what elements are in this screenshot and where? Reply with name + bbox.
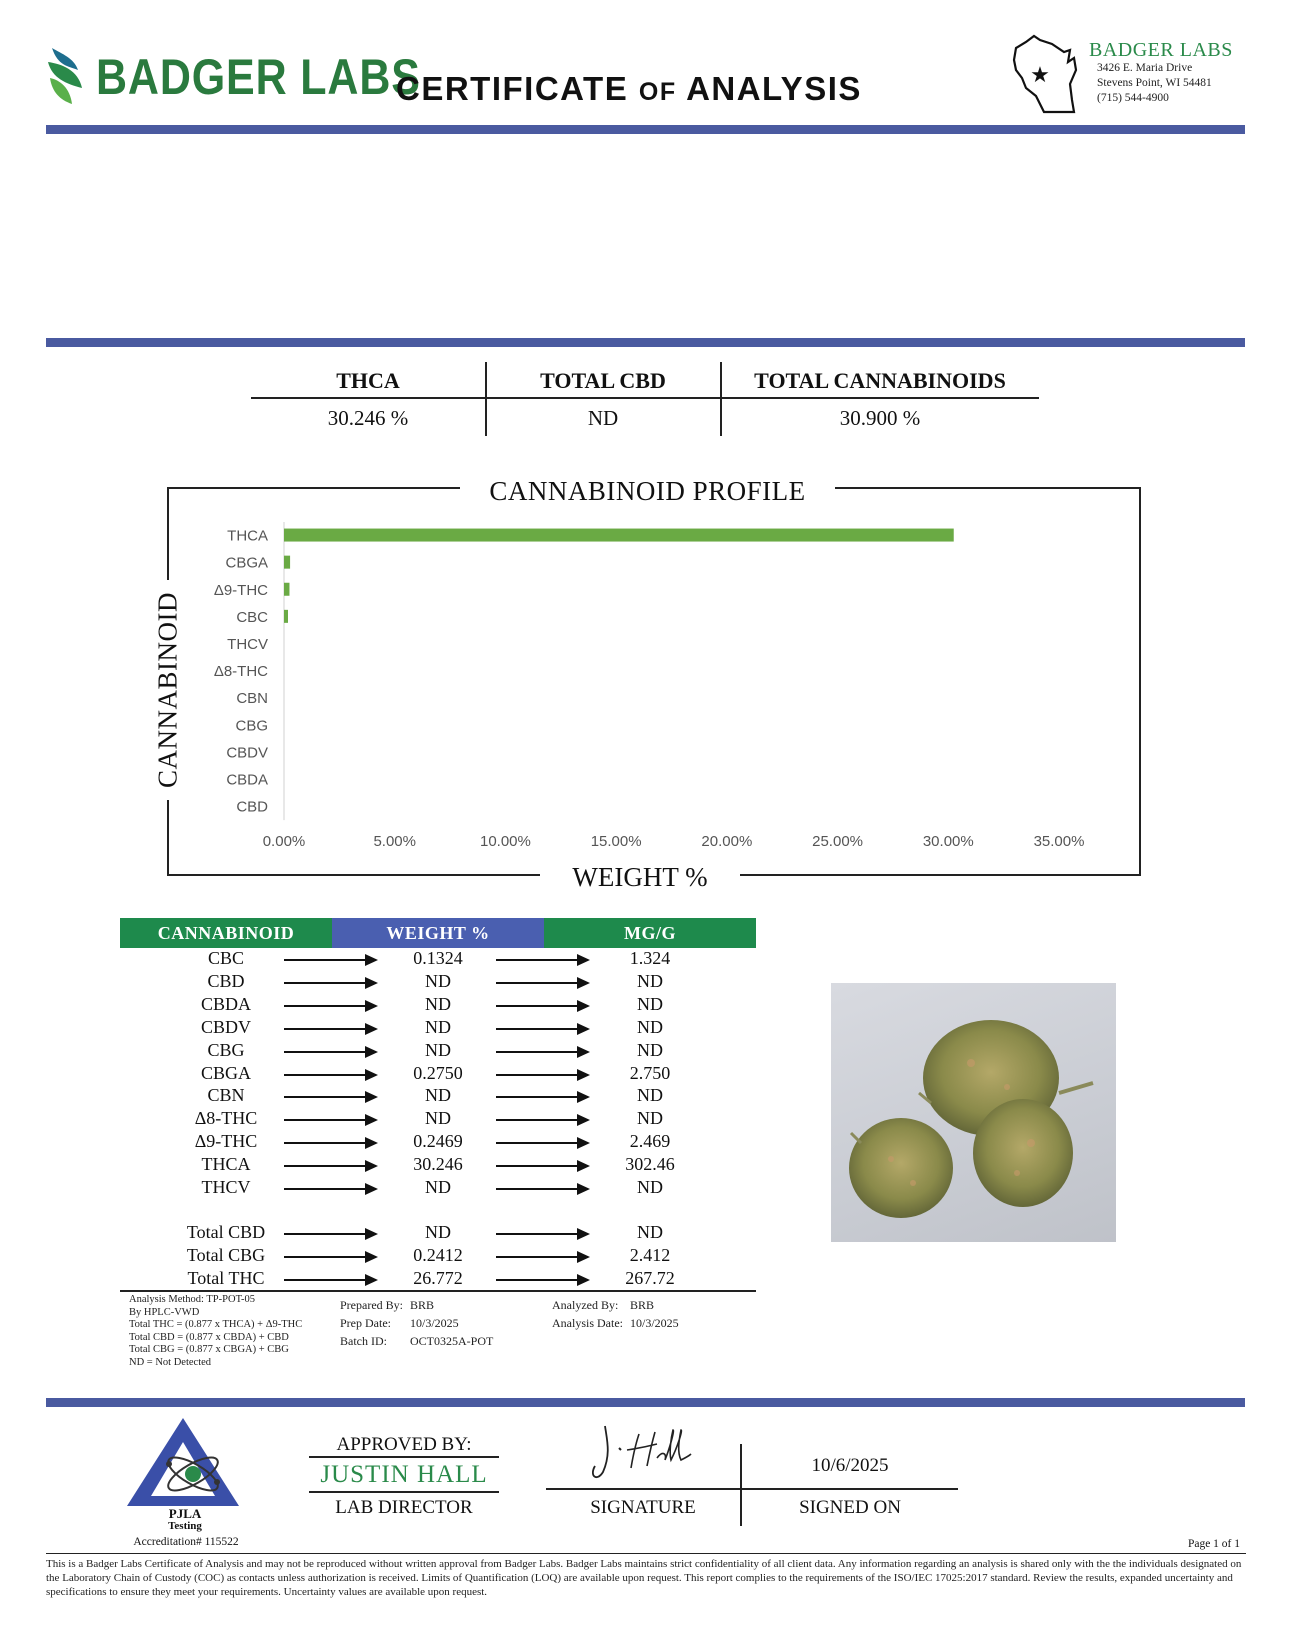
arrow-icon bbox=[284, 982, 376, 984]
arrow-icon bbox=[496, 1051, 588, 1053]
mg-per-g: 2.412 bbox=[629, 1244, 671, 1265]
x-tick-label: 10.00% bbox=[479, 833, 531, 850]
mg-per-g: ND bbox=[637, 993, 663, 1014]
mg-per-g: ND bbox=[637, 1016, 663, 1037]
pjla-accreditation-logo-icon bbox=[125, 1416, 241, 1508]
category-label: CBN bbox=[236, 690, 268, 708]
weight-percent: 26.772 bbox=[413, 1267, 463, 1288]
category-label: CBG bbox=[235, 717, 268, 735]
mg-per-g: ND bbox=[637, 1039, 663, 1060]
arrow-icon bbox=[496, 1256, 588, 1258]
signed-on-label: SIGNED ON bbox=[799, 1497, 901, 1518]
table-row bbox=[120, 1177, 756, 1200]
x-tick-label: 0.00% bbox=[262, 833, 306, 850]
batch-id-label: Batch ID: bbox=[340, 1334, 387, 1348]
cannabinoid-name: Total CBD bbox=[186, 1222, 266, 1242]
arrow-icon bbox=[496, 1028, 588, 1030]
weight-percent: ND bbox=[425, 1222, 451, 1242]
cannabinoid-name: Total CBG bbox=[186, 1244, 266, 1265]
arrow-icon bbox=[284, 1279, 376, 1281]
disclaimer-text: This is a Badger Labs Certificate of Analysis and may not be reproduced without written approval from Badger Labs. Badger Labs maintains strict confidentiality of all client data. Any information regarding an analysis is shared only with the the individuals designated on the Laboratory Chain of Custody (COC) as contacts unless authorization is received. Limits of Quantification (LOQ) are available upon request. This report complies to the requirements of the ISO/IEC 17025:2017 standard. Review the results, expanded uncertainty and specifications to ensure they meet your requirements. Uncertainty values are available upon request. bbox=[46, 1558, 1242, 1598]
analysis-notes bbox=[129, 1294, 302, 1369]
disclaimer-rule bbox=[46, 1553, 1246, 1554]
table-row bbox=[120, 1040, 756, 1063]
total-row bbox=[120, 1268, 756, 1291]
bar bbox=[284, 529, 954, 542]
arrow-icon bbox=[284, 1142, 376, 1144]
mg-per-g: ND bbox=[637, 1222, 663, 1242]
table-row bbox=[120, 1063, 756, 1086]
summary-total-cannabinoids-value: 30.900 % bbox=[839, 406, 921, 430]
logo-text: BADGER LABS bbox=[96, 49, 421, 105]
approved-by-rule bbox=[309, 1456, 499, 1458]
cannabinoid-name: CBGA bbox=[200, 1062, 251, 1083]
analysis-info bbox=[552, 1296, 679, 1332]
table-row bbox=[120, 971, 756, 994]
approver-name: JUSTIN HALL bbox=[320, 1461, 488, 1488]
prepared-by-label: Prepared By: bbox=[340, 1298, 403, 1312]
table-row bbox=[120, 1154, 756, 1177]
nd-legend: ND = Not Detected bbox=[129, 1356, 212, 1368]
director-signature bbox=[585, 1420, 715, 1490]
x-axis-label: WEIGHT % bbox=[572, 862, 708, 892]
pjla-label bbox=[120, 1507, 250, 1533]
summary-total-cbd-label: TOTAL CBD bbox=[540, 368, 666, 393]
mg-per-g: ND bbox=[637, 1177, 663, 1197]
mg-per-g: ND bbox=[637, 1108, 663, 1129]
category-label: THCV bbox=[227, 635, 268, 653]
analyzed-by-value: BRB bbox=[630, 1298, 655, 1312]
accreditation-number: Accreditation# 115522 bbox=[133, 1536, 239, 1548]
weight-percent: 0.2469 bbox=[413, 1131, 463, 1152]
page-number: Page 1 of 1 bbox=[1187, 1538, 1240, 1550]
batch-id-value: OCT0325A-POT bbox=[410, 1334, 494, 1348]
pjla-name: PJLA bbox=[168, 1506, 202, 1521]
signed-date: 10/6/2025 bbox=[811, 1455, 889, 1476]
results-header-cannabinoid: CANNABINOID bbox=[120, 918, 332, 948]
category-label: Δ8-THC bbox=[213, 663, 268, 681]
arrow-icon bbox=[496, 1119, 588, 1121]
category-label: THCA bbox=[227, 527, 268, 545]
cannabinoid-name: CBG bbox=[207, 1039, 245, 1060]
mg-per-g: 2.750 bbox=[629, 1062, 671, 1083]
weight-percent: ND bbox=[425, 1085, 451, 1106]
mg-per-g: 267.72 bbox=[625, 1267, 675, 1288]
cannabinoid-name: CBD bbox=[207, 970, 245, 991]
svg-text:★: ★ bbox=[1030, 63, 1050, 88]
cannabis-bud-image bbox=[831, 983, 1116, 1242]
arrow-icon bbox=[284, 959, 376, 961]
product-photo bbox=[831, 983, 1116, 1242]
table-row bbox=[120, 1085, 756, 1108]
mg-per-g: ND bbox=[637, 1085, 663, 1106]
results-bottom-rule bbox=[120, 1290, 756, 1292]
arrow-icon bbox=[284, 1051, 376, 1053]
results-header-weight: WEIGHT % bbox=[332, 918, 544, 948]
total-thc-formula: Total THC = (0.877 x THCA) + Δ9-THC bbox=[129, 1319, 303, 1330]
x-tick-label: 15.00% bbox=[590, 833, 642, 850]
arrow-icon bbox=[496, 1005, 588, 1007]
total-cbg-formula: Total CBG = (0.877 x CBGA) + CBG bbox=[129, 1344, 289, 1355]
weight-percent: ND bbox=[425, 993, 451, 1014]
weight-percent: 0.2412 bbox=[413, 1244, 463, 1265]
arrow-icon bbox=[496, 1233, 588, 1235]
analysis-instrument: By HPLC-VWD bbox=[129, 1306, 200, 1318]
category-label: CBDV bbox=[226, 744, 268, 762]
weight-percent: ND bbox=[425, 1177, 451, 1197]
address-city: Stevens Point, WI 54481 bbox=[1097, 77, 1212, 89]
arrow-icon bbox=[496, 982, 588, 984]
weight-percent: 0.1324 bbox=[413, 948, 463, 968]
weight-percent: ND bbox=[425, 1108, 451, 1129]
cannabinoid-name: Δ9-THC bbox=[194, 1131, 258, 1152]
cannabinoid-name: CBDA bbox=[200, 993, 251, 1014]
page-title: CERTIFICATE OF ANALYSIS bbox=[396, 70, 862, 107]
cannabinoid-name: CBN bbox=[207, 1085, 245, 1106]
summary-total-cannabinoids-label: TOTAL CANNABINOIDS bbox=[754, 368, 1006, 393]
cannabinoid-name: CBC bbox=[207, 948, 245, 968]
weight-percent: ND bbox=[425, 970, 451, 991]
arrow-icon bbox=[284, 1165, 376, 1167]
footer-divider bbox=[46, 1398, 1245, 1407]
bar bbox=[284, 583, 289, 596]
analysis-date-label: Analysis Date: bbox=[552, 1316, 623, 1330]
category-label: CBDA bbox=[226, 771, 268, 789]
approver-title: LAB DIRECTOR bbox=[335, 1497, 473, 1518]
arrow-icon bbox=[496, 1165, 588, 1167]
table-row bbox=[120, 1017, 756, 1040]
address-phone: (715) 544-4900 bbox=[1097, 92, 1169, 104]
arrow-icon bbox=[496, 959, 588, 961]
weight-percent: ND bbox=[425, 1039, 451, 1060]
prep-date-label: Prep Date: bbox=[340, 1316, 391, 1330]
table-row bbox=[120, 1108, 756, 1131]
mg-per-g: ND bbox=[637, 970, 663, 991]
results-header-mgg: MG/G bbox=[544, 918, 756, 948]
weight-percent: ND bbox=[425, 1016, 451, 1037]
arrow-icon bbox=[284, 1028, 376, 1030]
x-tick-label: 35.00% bbox=[1033, 833, 1085, 850]
arrow-icon bbox=[284, 1005, 376, 1007]
x-tick-label: 30.00% bbox=[922, 833, 974, 850]
arrow-icon bbox=[496, 1279, 588, 1281]
analysis-date-value: 10/3/2025 bbox=[630, 1316, 679, 1330]
total-row bbox=[120, 1245, 756, 1268]
total-cbd-formula: Total CBD = (0.877 x CBDA) + CBD bbox=[129, 1331, 289, 1343]
y-axis-label: CANNABINOID bbox=[152, 592, 183, 788]
signature-label: SIGNATURE bbox=[590, 1497, 696, 1518]
category-label: CBC bbox=[236, 608, 268, 626]
pjla-testing: Testing bbox=[168, 1520, 202, 1532]
category-label: CBD bbox=[236, 798, 268, 816]
prep-info bbox=[340, 1296, 493, 1350]
table-row bbox=[120, 1131, 756, 1154]
approver-name-rule bbox=[309, 1491, 499, 1493]
approved-by-label: APPROVED BY: bbox=[336, 1434, 472, 1455]
weight-percent: 30.246 bbox=[413, 1154, 463, 1175]
arrow-icon bbox=[496, 1074, 588, 1076]
prepared-by-value: BRB bbox=[410, 1298, 435, 1312]
arrow-icon bbox=[496, 1142, 588, 1144]
chart-title: CANNABINOID PROFILE bbox=[489, 476, 806, 506]
weight-percent: 0.2750 bbox=[413, 1062, 463, 1083]
mg-per-g: 302.46 bbox=[625, 1154, 675, 1175]
x-tick-label: 25.00% bbox=[812, 833, 864, 850]
arrow-icon bbox=[284, 1119, 376, 1121]
summary-thca-label: THCA bbox=[336, 368, 400, 393]
prep-date-value: 10/3/2025 bbox=[410, 1316, 459, 1330]
arrow-icon bbox=[284, 1096, 376, 1098]
x-tick-label: 20.00% bbox=[701, 833, 753, 850]
cannabinoid-name: THCV bbox=[201, 1177, 251, 1197]
arrow-icon bbox=[284, 1233, 376, 1235]
category-label: Δ9-THC bbox=[213, 581, 268, 599]
table-row bbox=[120, 948, 756, 971]
summary-total-cbd-value: ND bbox=[587, 406, 619, 430]
arrow-icon bbox=[496, 1096, 588, 1098]
cannabinoid-name: Δ8-THC bbox=[194, 1108, 258, 1129]
x-tick-label: 5.00% bbox=[373, 833, 416, 850]
category-label: CBGA bbox=[225, 554, 268, 572]
cannabinoid-name: THCA bbox=[201, 1154, 251, 1175]
arrow-icon bbox=[496, 1188, 588, 1190]
address-street: 3426 E. Maria Drive bbox=[1097, 62, 1193, 74]
analysis-method: Analysis Method: TP-POT-05 bbox=[129, 1294, 256, 1305]
mg-per-g: 1.324 bbox=[629, 948, 671, 968]
bar bbox=[284, 610, 288, 623]
mg-per-g: 2.469 bbox=[629, 1131, 671, 1152]
bar bbox=[284, 556, 290, 569]
cannabinoid-name: Total THC bbox=[187, 1267, 265, 1288]
analyzed-by-label: Analyzed By: bbox=[552, 1298, 619, 1312]
arrow-icon bbox=[284, 1188, 376, 1190]
cannabinoid-name: CBDV bbox=[200, 1016, 251, 1037]
signature-rule bbox=[546, 1488, 958, 1490]
arrow-icon bbox=[284, 1074, 376, 1076]
total-row bbox=[120, 1222, 756, 1245]
lab-name: BADGER LABS bbox=[1089, 39, 1233, 61]
table-row bbox=[120, 994, 756, 1017]
arrow-icon bbox=[284, 1256, 376, 1258]
summary-thca-value: 30.246 % bbox=[327, 406, 409, 430]
